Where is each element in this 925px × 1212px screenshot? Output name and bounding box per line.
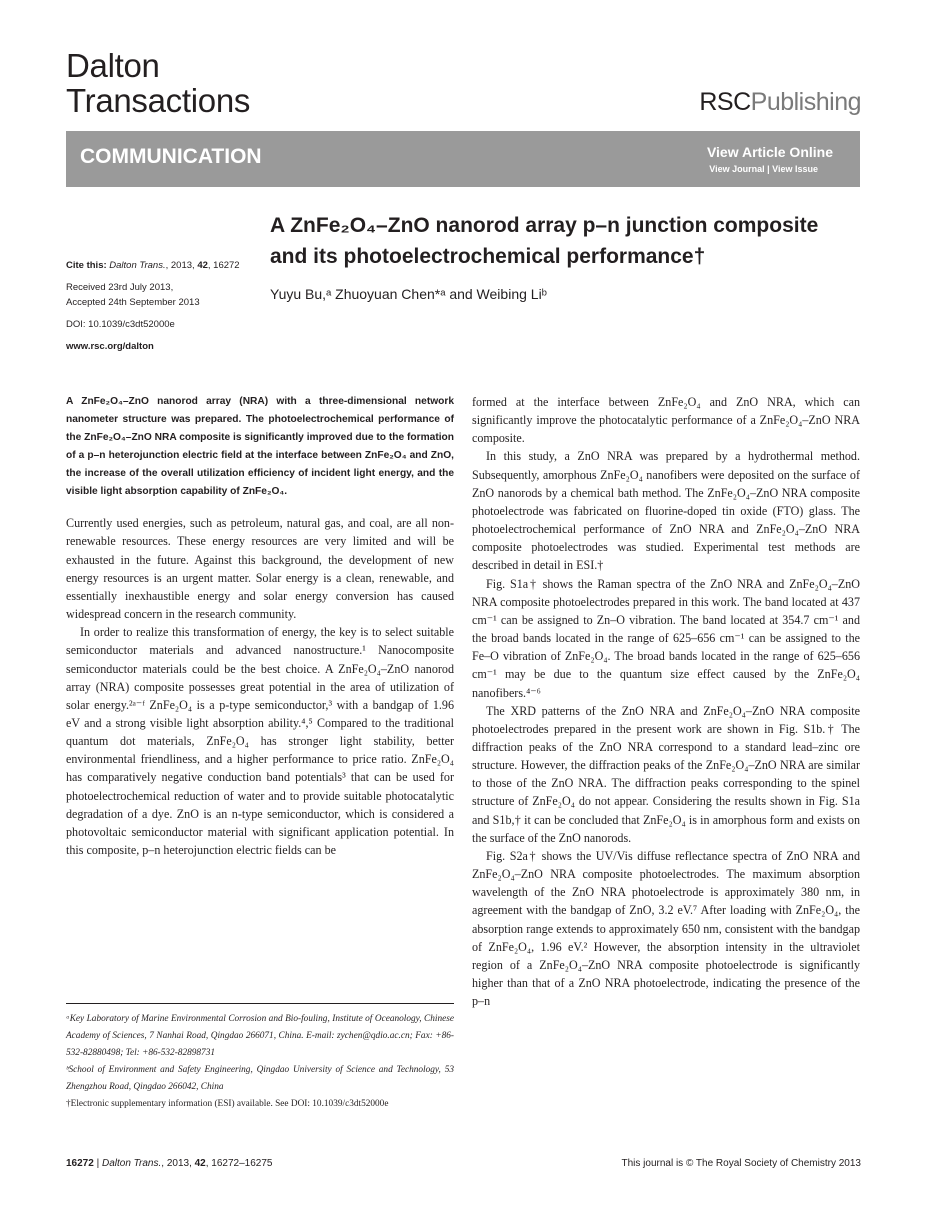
view-journal-link[interactable]: View Journal [709,164,765,174]
title-line2: and its photoelectrochemical performance† [270,245,706,268]
cite-volume: 42 [197,260,208,271]
received-date: Received 23rd July 2013, [66,282,174,293]
cite-page: , 16272 [207,260,240,271]
publisher-logo [699,88,861,117]
paragraph: The XRD patterns of the ZnO NRA and ZnFe₂O₄–ZnO NRA composite photoelectrodes prepared in the present work are shown in Fig. S1b.† The diffraction peaks of the ZnO NRA correspond to a standard lead–zinc ore structure. However, the diffraction peaks of the ZnFe₂O₄–ZnO NRA are similar to those of the ZnO NRA. The diffraction peaks corresponding to the spinel structure of ZnFe₂O₄ do not appear. Considering the results shown in Fig. S1a and S1b,† it can be concluded that ZnFe₂O₄ is in amorphous form and exists on the surface of the ZnO nanorods. [472,703,860,845]
journal-title-line1: Dalton [66,47,160,84]
footnote-esi: †Electronic supplementary information (ESI) available. See DOI: 10.1039/c3dt52000e [66,1099,389,1109]
citation [66,258,256,273]
paragraph: In this study, a ZnO NRA was prepared by a hydrothermal method. Subsequently, amorphous ZnFe₂O₄ nanofibers were deposited on the surface of ZnO nanorods by a chemical bath method. The ZnFe₂O₄–ZnO NRA composite photoelectrode was fabricated on fluorine-doped tin oxide (FTO) glass. The photoelectrochemical performance of ZnO NRA and ZnFe₂O₄–ZnO NRA composite photoelectrodes was studied. Experimental test methods are described in detail in ESI.† [472,449,860,573]
cite-label: Cite this: [66,260,107,271]
article-meta [66,258,256,354]
abstract: A ZnFe₂O₄–ZnO nanorod array (NRA) with a three-dimensional network nanometer structure was prepared. The photoelectrochemical performance of the ZnFe₂O₄–ZnO NRA composite is significantly improved due to the formation of a p–n heterojunction electric field at the interface between ZnFe₂O₄ and ZnO, the increase of the overall utilization efficiency of incident light energy, and the visible light absorption capability of ZnFe₂O₄. [66,396,454,498]
paragraph: Fig. S2a† shows the UV/Vis diffuse reflectance spectra of ZnO NRA and ZnFe₂O₄–ZnO NRA composite photoelectrodes. The maximum absorption wavelength of the ZnO NRA photoelectrode is approximately 380 nm, in agreement with the bandgap of ZnO, 3.2 eV.⁷ After loading with ZnFe₂O₄, the absorption range extends to approximately 650 nm, consistent with the bandgap of ZnFe₂O₄, 1.96 eV.² However, the absorption intensity in the ultraviolet region of a ZnFe₂O₄–ZnO NRA composite photoelectrode is significantly higher than that of a ZnO NRA photoelectrode, indicating the presence of the p–n [472,848,860,1009]
journal-title [66,48,250,118]
journal-title-line2: Transactions [66,82,251,119]
publisher-logo-rsc: RSC [699,88,751,116]
page-footer-copyright: This journal is © The Royal Society of Chemistry 2013 [621,1158,861,1169]
journal-url[interactable]: www.rsc.org/dalton [66,341,154,352]
left-column [66,393,454,859]
footnotes [66,1011,454,1113]
footer-year: , 2013, [161,1158,195,1169]
footer-journal: Dalton Trans. [101,1158,162,1169]
cite-journal: Dalton Trans. [109,260,166,271]
view-issue-link[interactable]: View Issue [772,164,818,174]
footnote-affiliation-a: ᵃKey Laboratory of Marine Environmental Corrosion and Bio-fouling, Institute of Oceanology, Chinese Academy of Sciences, 7 Nanhai Road, Qingdao 266071, China. E-mail: zychen@qdio.ac.cn; Fax: +86-532-82880498; Tel: +86-532-82898731 [66,1014,454,1058]
footnote-divider [66,1003,454,1004]
page-number: 16272 [66,1158,94,1169]
footnote-affiliation-b: ᵇSchool of Environment and Safety Engineering, Qingdao University of Science and Technology, 53 Zhengzhou Road, Qingdao 266042, China [66,1065,454,1092]
page-footer-citation [66,1158,272,1169]
paragraph: In order to realize this transformation of energy, the key is to select suitable semiconductor materials and advanced nanostructure.¹ Nanocomposite semiconductor materials could be the best choice. A ZnFe₂O₄–ZnO nanorod array (NRA) composite possesses great potential in the area of utilization of solar energy.²ᵃ⁻ᶠ ZnFe₂O₄ is a p-type semiconductor,³ with a bandgap of 1.96 eV and a strong visible light absorption ability.⁴,⁵ Compared to the traditional quantum dot materials, ZnFe₂O₄ has stronger light stability, better environmental friendliness, and a higher performance to price ratio. ZnFe₂O₄ has comparatively negative conduction band potentials³ that can be used for photoelectrochemical reduction of water and to provide suitable photocatalytic degradation of a dye. ZnO is an n-type semiconductor, which is considered a photovoltaic semiconductor material with significant application potential. In this composite, p–n heterojunction electric fields can be [66,625,454,858]
footer-pages: , 16272–16275 [205,1158,273,1169]
paragraph: Fig. S1a† shows the Raman spectra of the ZnO NRA and ZnFe₂O₄–ZnO NRA composite photoelectrodes prepared in this work. The band located at 437 cm⁻¹ can be assigned to Zn–O vibration. The band located at 354.7 cm⁻¹ and the broad bands located in the range of 625–656 cm⁻¹ can be assigned to the Fe–O vibration of ZnFe₂O₄. The broad bands located in the range of 625–656 cm⁻¹ may be due to the quantum size effect caused by the ZnFe₂O₄ nanofibers.⁴⁻⁶ [472,576,860,700]
paragraph: formed at the interface between ZnFe₂O₄ and ZnO NRA, which can significantly improve the photocatalytic performance of a ZnFe₂O₄–ZnO NRA composite. [472,395,860,446]
right-column [472,393,860,1010]
footer-separator: | [93,1158,102,1169]
paragraph: Currently used energies, such as petroleum, natural gas, and coal, are all non-renewable resources. These energy resources are very limited and will be exhausted in the future. Against this background, the development of new energy resources is an urgent matter. Solar energy is a clean, renewable, and essentially inexhaustible energy and solar energy conversion has caused widespread concern in the research community. [66,516,454,622]
doi[interactable]: DOI: 10.1039/c3dt52000e [66,319,175,330]
article-title [270,210,870,272]
publisher-logo-publishing: Publishing [750,88,861,116]
view-article-online-link[interactable]: View Article Online [706,144,833,160]
link-separator: | [764,164,773,174]
article-type-label: COMMUNICATION [80,145,262,168]
footer-volume: 42 [194,1158,206,1169]
accepted-date: Accepted 24th September 2013 [66,297,200,308]
authors: Yuyu Bu,ᵃ Zhuoyuan Chen*ᵃ and Weibing Liᵇ [270,286,547,302]
article-type-banner [66,131,860,187]
title-line1: A ZnFe₂O₄–ZnO nanorod array p–n junction composite [270,214,819,237]
journal-issue-links [709,164,818,174]
cite-year: , 2013, [165,260,198,271]
